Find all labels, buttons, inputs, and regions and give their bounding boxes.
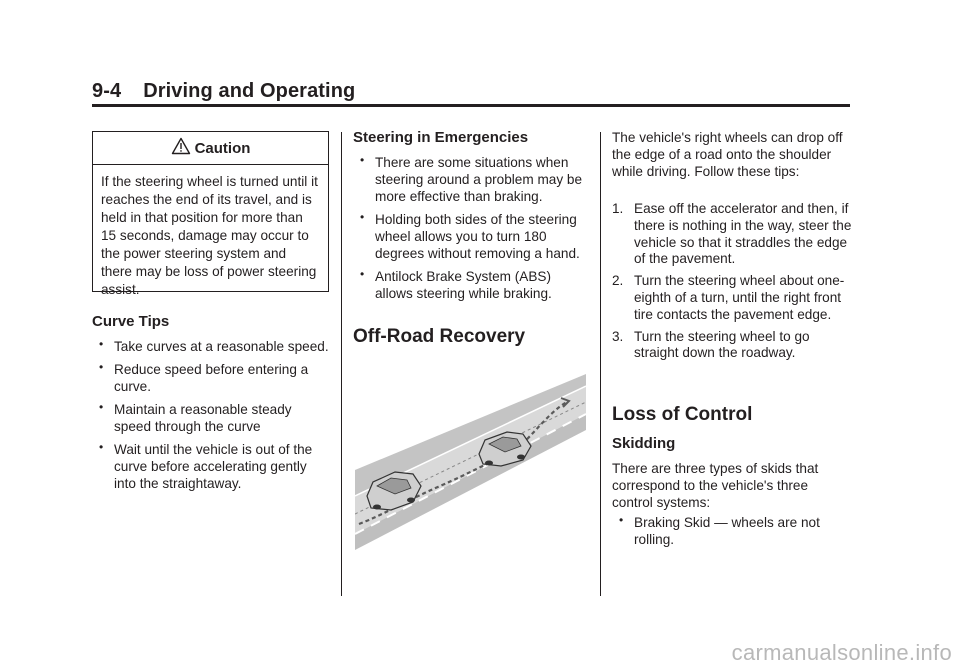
steering-emergencies-list xyxy=(353,154,591,308)
warning-triangle-svg xyxy=(171,137,191,155)
caution-header xyxy=(93,132,328,165)
skidding-list xyxy=(612,514,852,554)
watermark: carmanualsonline.info xyxy=(731,640,952,665)
caution-text: If the steering wheel is turned until it reaches the end of its travel, and is held in that position for more than 15 seconds, damage may occur to the power steering system and there may be loss of power steering assist. xyxy=(101,174,318,297)
skidding-intro: There are three types of skids that correspond to the vehicle's three control systems: xyxy=(612,461,819,510)
skidding-heading: Skidding xyxy=(612,435,676,452)
off-road-steps xyxy=(612,201,852,367)
list-item: • Wait until the vehicle is out of the curve before accelerating gently into the straightaway. xyxy=(99,440,313,491)
warning-triangle-icon xyxy=(171,137,191,159)
header-rule xyxy=(92,104,850,107)
chapter-title: Driving and Operating xyxy=(143,80,356,102)
list-item: 2. Turn the steering wheel about one-eighth of a turn, until the right front tire contacts the pavement edge. xyxy=(612,273,845,322)
steering-emergencies-heading: Steering in Emergencies xyxy=(353,129,529,146)
loss-of-control-heading: Loss of Control xyxy=(612,404,753,425)
list-item: • Braking Skid — wheels are not rolling. xyxy=(619,513,820,547)
off-road-recovery-illustration xyxy=(355,374,586,550)
off-road-intro: The vehicle's right wheels can drop off the edge of a road onto the shoulder while driving. Follow these tips: xyxy=(612,130,843,179)
page-header xyxy=(92,80,355,103)
list-item: • Antilock Brake System (ABS) allows steering while braking. xyxy=(360,267,552,301)
bullet-icon: • xyxy=(99,337,104,351)
list-item: • Maintain a reasonable steady speed through the curve xyxy=(99,400,292,434)
bullet-icon: • xyxy=(360,210,365,224)
list-item: 3. Turn the steering wheel to go straight down the roadway. xyxy=(612,328,810,361)
caution-label: Caution xyxy=(194,139,251,157)
curve-tips-heading: Curve Tips xyxy=(92,313,170,330)
bullet-icon: • xyxy=(360,153,365,167)
list-item: • Holding both sides of the steering wheel allows you to turn 180 degrees without removing a hand. xyxy=(360,210,580,261)
column-divider-1 xyxy=(341,132,342,596)
column-divider-2 xyxy=(600,132,601,596)
section-number: 9-4 xyxy=(92,80,122,102)
bullet-icon: • xyxy=(619,513,624,527)
bullet-icon: • xyxy=(99,400,104,414)
off-road-recovery-heading: Off-Road Recovery xyxy=(353,326,526,347)
curve-tips-list xyxy=(92,338,332,498)
list-item: • There are some situations when steering around a problem may be more effective than braking. xyxy=(360,153,583,204)
list-item: • Take curves at a reasonable speed. xyxy=(99,337,329,354)
list-item: • Reduce speed before entering a curve. xyxy=(99,360,309,394)
list-item: 1. Ease off the accelerator and then, if there is nothing in the way, steer the vehicle so that it straddles the edge of the pavement. xyxy=(612,201,852,267)
bullet-icon: • xyxy=(360,267,365,281)
caution-box xyxy=(92,131,329,297)
bullet-icon: • xyxy=(99,440,104,454)
bullet-icon: • xyxy=(99,360,104,374)
